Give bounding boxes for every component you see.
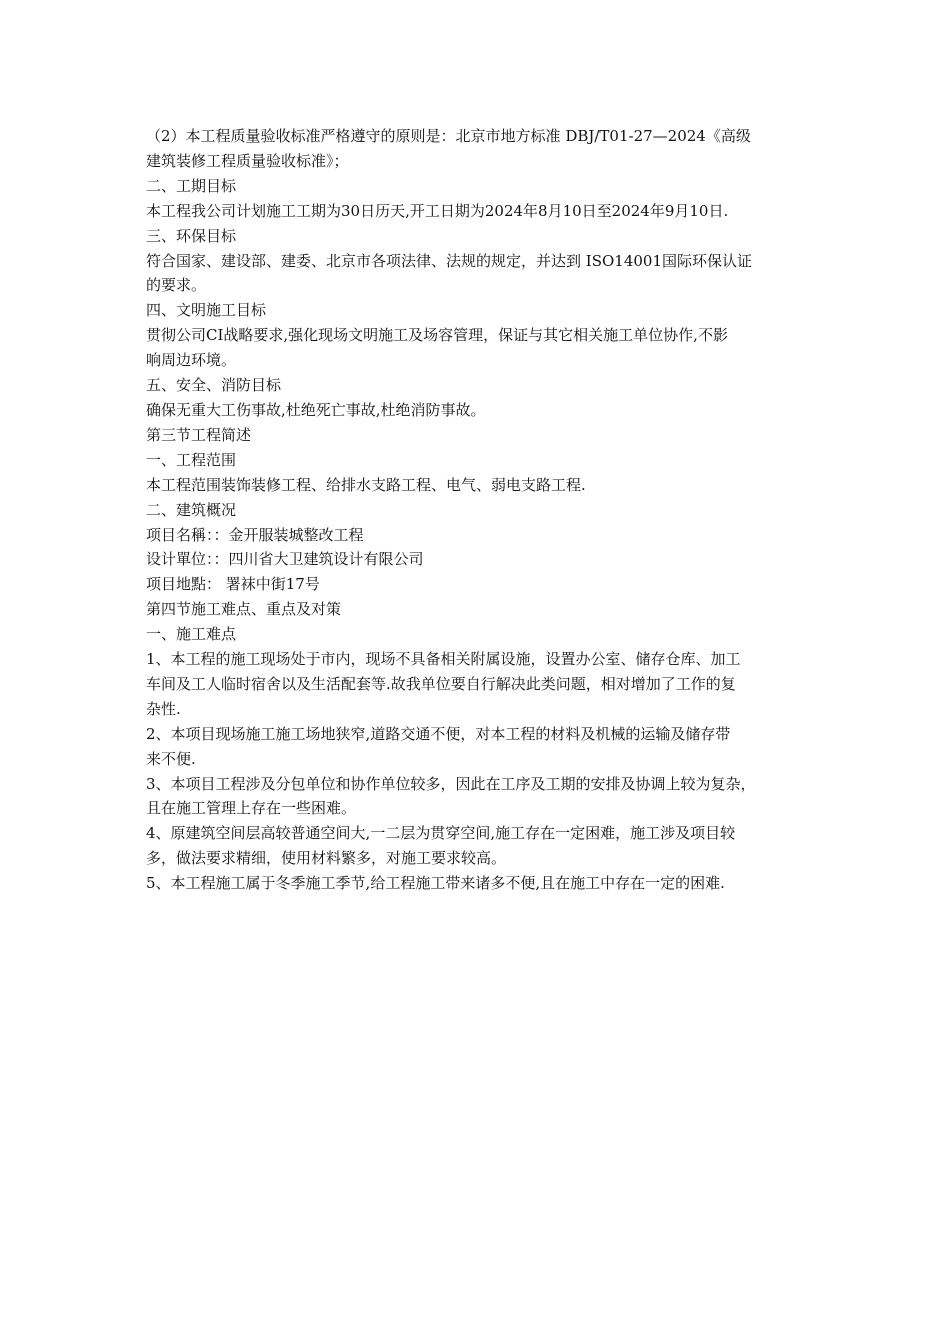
chapter-heading: 第三节工程简述 (146, 425, 252, 444)
chapter-heading: 第四节施工难点、重点及对策 (146, 600, 342, 619)
design-unit-line: 设计單位：：四川省大卫建筑设计有限公司 (146, 550, 424, 569)
section-heading: 二、工期目标 (146, 176, 237, 195)
section-heading: 四、文明施工目标 (146, 301, 267, 320)
section-heading: 一、工程范围 (146, 450, 237, 469)
text-line: 来不便. (146, 749, 196, 768)
section-heading: 五、安全、消防目标 (146, 376, 282, 395)
text-line: 本工程范围装饰装修工程、给排水支路工程、电气、弱电支路工程. (146, 475, 586, 494)
document-body (146, 124, 810, 896)
text-line: 2、本项目现场施工施工场地狭窄,道路交通不便，对本工程的材料及机械的运输及储存带 (146, 724, 731, 743)
text-line: 的要求。 (146, 276, 207, 295)
project-location-line: 项目地點： 署袜中街17号 (146, 575, 320, 594)
text-line: 且在施工管理上存在一些困难。 (146, 799, 357, 818)
text-line: 确保无重大工伤事故,杜绝死亡事故,杜绝消防事故。 (146, 400, 486, 419)
text-line: 5、本工程施工属于冬季施工季节,给工程施工带来诸多不便,且在施工中存在一定的困难. (146, 874, 725, 893)
text-line: 车间及工人临时宿舍以及生活配套等.故我单位要自行解决此类问题，相对增加了工作的复 (146, 674, 736, 693)
project-name-line: 项目名稱：：金开服装城整改工程 (146, 525, 364, 544)
text-line: 1、本工程的施工现场处于市内，现场不具备相关附属设施，设置办公室、储存仓库、加工 (146, 650, 741, 669)
text-line: 3、本项目工程涉及分包单位和协作单位较多，因此在工序及工期的安排及协调上较为复杂， (146, 774, 756, 793)
text-line: （2）本工程质量验收标准严格遵守的原则是：北京市地方标准 DBJ/T01-27—2024《高级 (146, 127, 751, 145)
text-line: 本工程我公司计划施工工期为30日历天,开工日期为2024年8月10日至2024年9月10日. (146, 201, 729, 220)
section-heading: 一、施工难点 (146, 625, 237, 644)
text-line: 4、原建筑空间层高较普通空间大,一二层为贯穿空间,施工存在一定困难，施工涉及项目较 (146, 824, 736, 843)
text-line: 符合国家、建设部、建委、北京市各项法律、法规的规定，并达到 ISO14001国际环保认证 (146, 251, 752, 270)
text-line: 贯彻公司CI战略要求,强化现场文明施工及场容管理，保证与其它相关施工单位协作,不影 (146, 326, 728, 345)
section-heading: 二、建筑概况 (146, 500, 237, 519)
text-line: 多，做法要求精细，使用材料繁多，对施工要求较高。 (146, 849, 507, 868)
text-line: 杂性. (146, 699, 181, 718)
section-heading: 三、环保目标 (146, 226, 237, 245)
text-line: 响周边环境。 (146, 351, 237, 370)
text-line: 建筑装修工程质量验收标准》； (146, 151, 349, 170)
